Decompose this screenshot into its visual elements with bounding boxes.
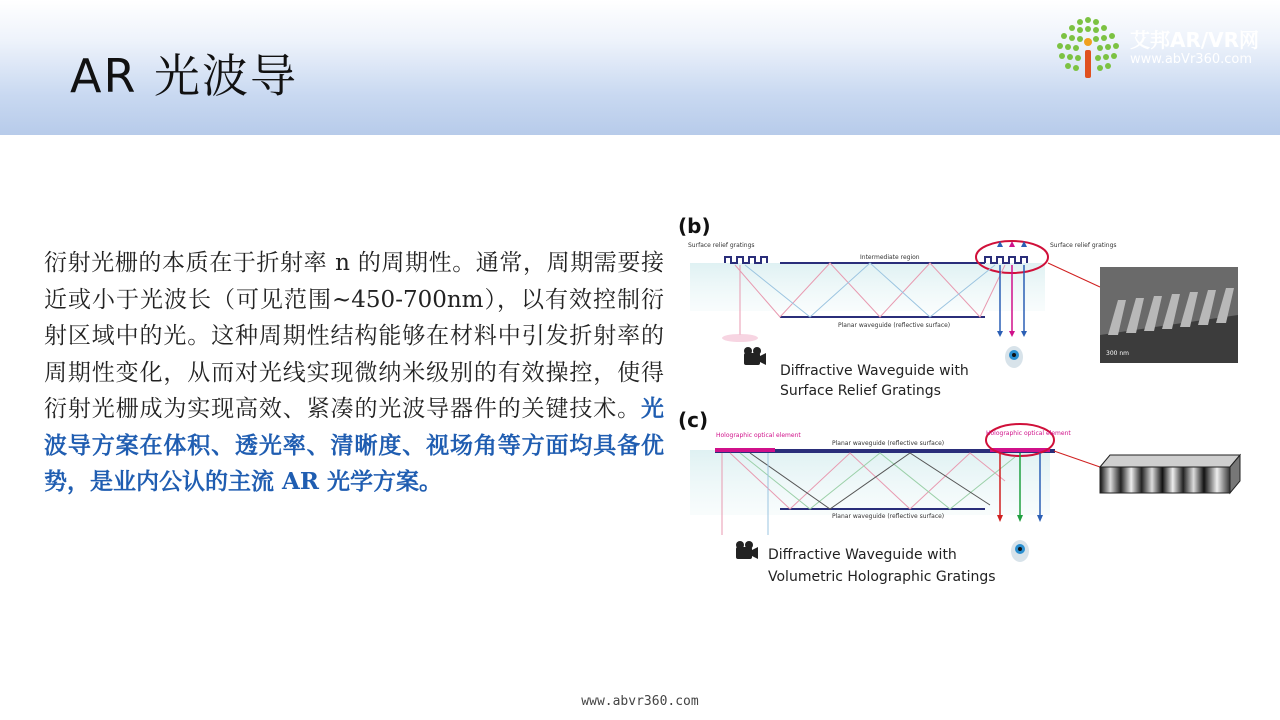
body-text-highlight: 光波导方案在体积、透光率、清晰度、视场角等方面均具备优势，是业内公认的主流 AR 光学方案。 — [44, 395, 664, 495]
panel-b-input-pupil — [722, 334, 758, 342]
panel-c-left-label: Holographic optical element — [716, 432, 801, 439]
panel-c-zoom-line — [1054, 451, 1100, 467]
panel-b-zoom-line — [1048, 263, 1100, 287]
panel-c-label: (c) — [678, 408, 709, 432]
tree-logo-icon — [1048, 12, 1128, 82]
panel-c-hologram-block — [1100, 455, 1240, 493]
panel-b-right-label: Surface relief gratings — [1050, 242, 1117, 249]
panel-c-caption-line1: Diffractive Waveguide with — [768, 547, 957, 563]
panel-c-projector-icon — [736, 541, 758, 559]
body-text-plain: 衍射光栅的本质在于折射率 n 的周期性。通常，周期需要接近或小于光波长（可见范围~450-700nm），以有效控制衍射区域中的光。这种周期性结构能够在材料中引发折射率的周期性变化，从而对光线实现微纳米级别的有效操控，使得衍射光栅成为实现高效、紧凑的光波导器件的关键技术。 — [44, 250, 664, 422]
panel-c-caption-line2: Volumetric Holographic Gratings — [768, 569, 996, 585]
panel-b-middle-label: Intermediate region — [860, 254, 920, 261]
panel-c-right-label: Holographic optical element — [986, 430, 1071, 437]
brand-logo[interactable] — [1048, 12, 1278, 82]
logo-name: 艾邦AR/VR网 — [1130, 28, 1260, 52]
waveguide-diagram — [660, 205, 1260, 590]
waveguide-figure — [660, 205, 1260, 590]
panel-b-sem-scale-label: 300 nm — [1106, 350, 1130, 357]
panel-b-left-grating — [725, 257, 767, 263]
panel-b-right-grating — [985, 257, 1027, 263]
footer-url[interactable]: www.abvr360.com — [581, 694, 699, 709]
panel-b-eye-icon — [1005, 346, 1023, 368]
panel-c-eye-icon — [1011, 540, 1029, 562]
panel-c-bottom-label: Planar waveguide (reflective surface) — [832, 513, 945, 520]
body-paragraph — [44, 245, 664, 501]
logo-url: www.abVr360.com — [1130, 52, 1253, 67]
panel-c-light-region — [690, 450, 1050, 515]
panel-b-sem-image — [1100, 267, 1238, 363]
panel-b-projector-icon — [744, 347, 766, 365]
panel-c-top-label: Planar waveguide (reflective surface) — [832, 440, 945, 447]
page-title: AR 光波导 — [70, 49, 299, 103]
panel-b-caption-line2: Surface Relief Gratings — [780, 383, 941, 399]
panel-b-caption-line1: Diffractive Waveguide with — [780, 363, 969, 379]
panel-b-label: (b) — [678, 214, 711, 238]
panel-b-bottom-label: Planar waveguide (reflective surface) — [838, 322, 951, 329]
panel-b-left-label: Surface relief gratings — [688, 242, 755, 249]
header-banner — [0, 0, 1280, 135]
